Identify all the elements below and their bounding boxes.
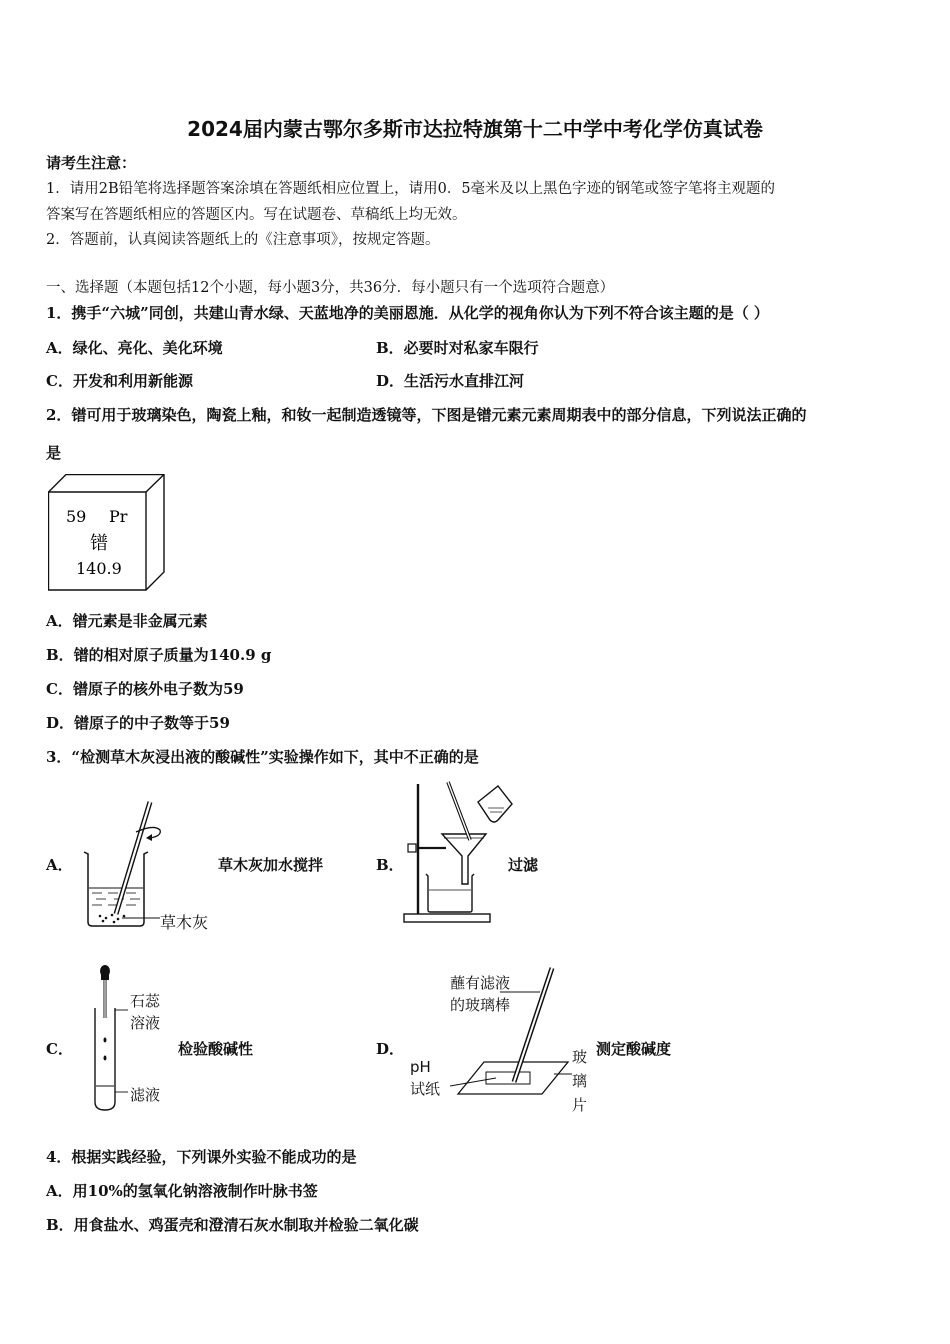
q3-b-caption: 过滤	[508, 856, 539, 874]
ph-paper-label-1: pH	[410, 1058, 431, 1076]
q3-c-letter: C．	[46, 1040, 73, 1058]
q4-stem: 4．根据实践经验，下列课外实验不能成功的是	[46, 1148, 357, 1166]
section-heading: 一、选择题（本题包括12个小题，每小题3分，共36分．每小题只有一个选项符合题意）	[46, 280, 615, 296]
q3-b-letter: B．	[376, 856, 404, 874]
q3-stem: 3．“检测草木灰浸出液的酸碱性”实验操作如下，其中不正确的是	[46, 748, 479, 766]
glass-plate-label-1: 玻	[572, 1048, 588, 1066]
test-tube-figure	[90, 962, 130, 1112]
q1-option-d: D．生活污水直排江河	[376, 372, 525, 390]
q2-stem-line1: 2．镨可用于玻璃染色，陶瓷上釉，和钕一起制造透镜等，下图是镨元素元素周期表中的部分信息，下列说法正确的	[46, 406, 807, 424]
litmus-label-1: 石蕊	[130, 992, 161, 1010]
notice-line-1b: 答案写在答题纸相应的答题区内。写在试题卷、草稿纸上均无效。	[46, 207, 467, 223]
q4-option-a: A．用10%的氢氧化钠溶液制作叶脉书签	[46, 1182, 318, 1200]
element-cell-figure	[48, 474, 168, 592]
q3-d-letter: D．	[376, 1040, 405, 1058]
notice-line-2: 2．答题前，认真阅读答题纸上的《注意事项》，按规定答题。	[46, 232, 440, 248]
element-number: 59	[66, 507, 87, 526]
q3-d-caption: 测定酸碱度	[596, 1040, 672, 1058]
element-name: 镨	[90, 533, 108, 554]
glass-plate-label-2: 璃	[572, 1072, 588, 1090]
ph-paper-label-2: 试纸	[410, 1080, 441, 1098]
q2-option-d: D．镨原子的中子数等于59	[46, 714, 230, 732]
q1-option-b: B．必要时对私家车限行	[376, 339, 539, 357]
q2-stem-line2: 是	[46, 444, 62, 462]
rod-label-1: 蘸有滤液	[450, 974, 511, 992]
glass-plate-label-3: 片	[572, 1096, 588, 1114]
q3-a-letter: A．	[46, 856, 73, 874]
q2-option-c: C．镨原子的核外电子数为59	[46, 680, 244, 698]
q2-option-a: A．镨元素是非金属元素	[46, 612, 208, 630]
filtrate-label: 滤液	[130, 1086, 161, 1104]
litmus-label-2: 溶液	[130, 1014, 161, 1032]
q1-option-a: A．绿化、亮化、美化环境	[46, 339, 223, 357]
page-title: 2024届内蒙古鄂尔多斯市达拉特旗第十二中学中考化学仿真试卷	[187, 117, 763, 141]
q3-a-caption: 草木灰加水搅拌	[218, 856, 324, 874]
q1-stem: 1．携手“六城”同创，共建山青水绿、天蓝地净的美丽恩施．从化学的视角你认为下列不符合该主题的是（ ）	[46, 304, 769, 322]
notice-line-1: 1．请用2B铅笔将选择题答案涂填在答题纸相应位置上，请用0．5毫米及以上黑色字迹的钢笔或签字笔将主观题的	[46, 181, 776, 197]
ash-label: 草木灰	[160, 913, 209, 932]
filtration-figure	[398, 778, 518, 928]
element-mass: 140.9	[76, 559, 122, 578]
rod-label-2: 的玻璃棒	[450, 996, 511, 1014]
q4-option-b: B．用食盐水、鸡蛋壳和澄清石灰水制取并检验二氧化碳	[46, 1216, 419, 1234]
notice-heading: 请考生注意：	[46, 154, 137, 172]
q1-option-c: C．开发和利用新能源	[46, 372, 193, 390]
q3-c-caption: 检验酸碱性	[178, 1040, 254, 1058]
q2-option-b: B．镨的相对原子质量为140.9 g	[46, 646, 272, 664]
element-symbol: Pr	[109, 507, 128, 526]
